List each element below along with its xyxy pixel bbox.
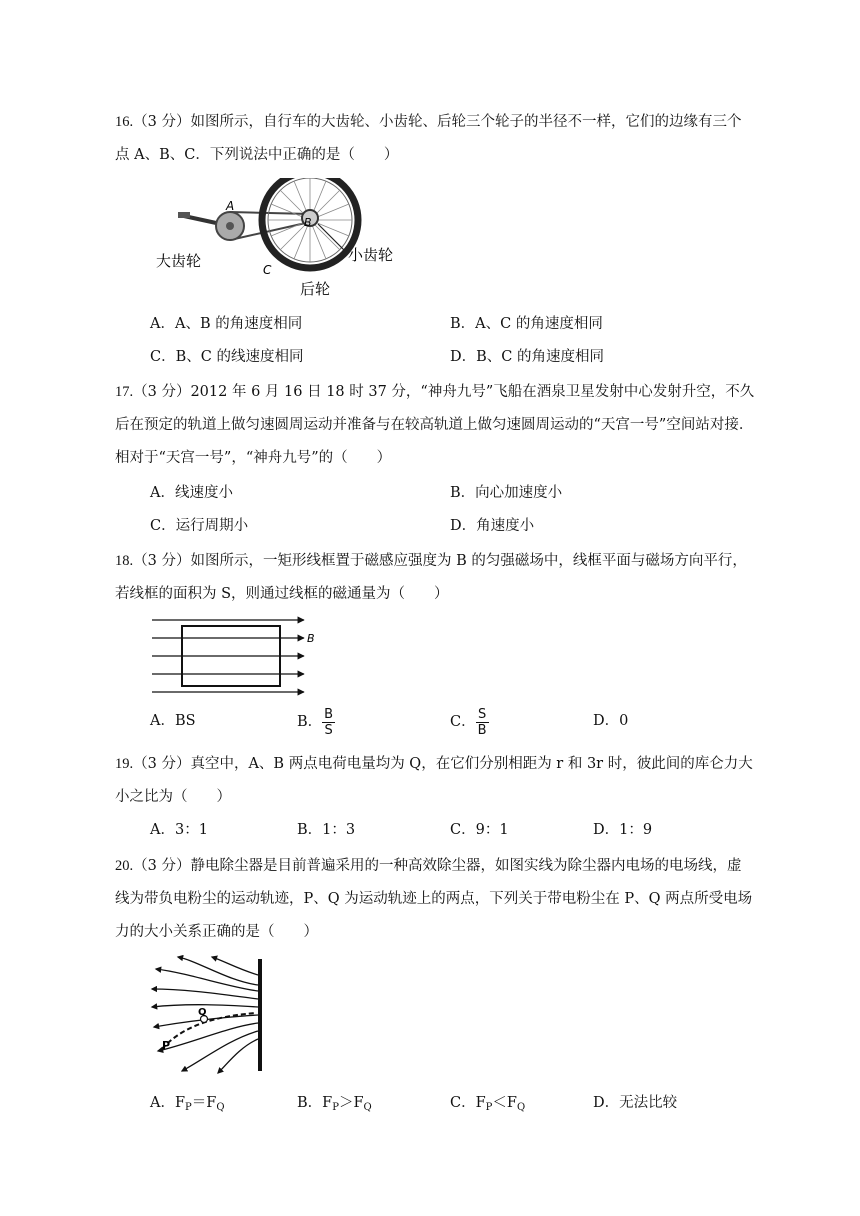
question-stem: （3 分）静电除尘器是目前普遍采用的一种高效除尘器，如图实线为除尘器内电场的电场线，虚线为带负电粉尘的运动轨迹，P、Q 为运动轨迹上的两点，下列关于带电粉尘在 P、Q 两点所受电场力的大小关系正确的是（ ） bbox=[115, 858, 753, 940]
option-19-b[interactable]: B．1：3 bbox=[297, 822, 356, 838]
question-stem: （3 分）如图所示，自行车的大齿轮、小齿轮、后轮三个轮子的半径不一样，它们的边缘有三个点 A、B、C．下列说法中正确的是（ ） bbox=[115, 114, 742, 163]
question-number: 16. bbox=[115, 114, 134, 130]
question-19 bbox=[115, 748, 755, 814]
point-a-label: A bbox=[226, 199, 235, 213]
option-20-b[interactable]: B．$F_P>F_Q$ bbox=[297, 1095, 372, 1113]
option-20-a[interactable]: A．$F_P=F_Q$ bbox=[150, 1095, 225, 1113]
option-17-a[interactable]: A．线速度小 bbox=[150, 485, 233, 501]
question-17 bbox=[115, 376, 755, 475]
magnetic-field-figure bbox=[150, 612, 330, 698]
question-stem: （3 分）如图所示，一矩形线框置于磁感应强度为 B 的匀强磁场中，线框平面与磁场方向平行，若线框的面积为 S，则通过线框的磁通量为（ ） bbox=[115, 553, 747, 602]
option-16-a[interactable]: A．A、B 的角速度相同 bbox=[150, 316, 303, 332]
question-16 bbox=[115, 106, 755, 172]
question-20 bbox=[115, 850, 755, 949]
option-16-b[interactable]: B．A、C 的角速度相同 bbox=[450, 316, 603, 332]
question-stem: （3 分）2012 年 6 月 16 日 18 时 37 分，“神舟九号”飞船在酒泉卫星发射中心发射升空，不久后在预定的轨道上做匀速圆周运动并准备与在较高轨道上做匀速圆周运动的“天宫一号”空间站对接．相对于“天宫一号”，“神舟九号”的（ ） bbox=[115, 384, 755, 466]
question-number: 17. bbox=[115, 384, 134, 400]
option-19-c[interactable]: C．9：1 bbox=[450, 822, 509, 838]
option-18-a[interactable]: A．BS bbox=[150, 713, 196, 729]
option-16-c[interactable]: C．B、C 的线速度相同 bbox=[150, 349, 304, 365]
option-20-c[interactable]: C．$F_P<F_Q$ bbox=[450, 1095, 526, 1113]
option-17-d[interactable]: D．角速度小 bbox=[450, 518, 535, 534]
electrostatic-precipitator-figure bbox=[148, 955, 270, 1077]
option-20-d[interactable]: D．无法比较 bbox=[593, 1095, 678, 1111]
small-gear-label: 小齿轮 bbox=[348, 246, 394, 264]
option-17-c[interactable]: C．运行周期小 bbox=[150, 518, 249, 534]
option-16-d[interactable]: D．B、C 的角速度相同 bbox=[450, 349, 604, 365]
question-stem: （3 分）真空中，A、B 两点电荷电量均为 Q，在它们分别相距为 r 和 3r 时，彼此间的库仑力大小之比为（ ） bbox=[115, 756, 753, 805]
question-number: 20. bbox=[115, 858, 134, 874]
field-label: B bbox=[307, 632, 315, 645]
point-q-label: Q bbox=[198, 1007, 207, 1018]
option-19-a[interactable]: A．3：1 bbox=[150, 822, 208, 838]
question-number: 19. bbox=[115, 756, 134, 772]
big-gear-label: 大齿轮 bbox=[156, 252, 202, 270]
point-b-label: B bbox=[304, 216, 312, 229]
question-number: 18. bbox=[115, 553, 134, 569]
option-17-b[interactable]: B．向心加速度小 bbox=[450, 485, 563, 501]
option-19-d[interactable]: D．1：9 bbox=[593, 822, 653, 838]
option-18-d[interactable]: D．0 bbox=[593, 713, 629, 729]
rear-wheel-label: 后轮 bbox=[300, 280, 331, 298]
point-p-label: P bbox=[162, 1039, 171, 1052]
option-18-b[interactable]: B． $\frac{B}{S}$ bbox=[297, 706, 334, 738]
point-c-label: C bbox=[263, 263, 272, 277]
question-18 bbox=[115, 545, 755, 611]
bicycle-figure bbox=[150, 178, 410, 302]
option-18-c[interactable]: C． $\frac{S}{B}$ bbox=[450, 706, 487, 738]
